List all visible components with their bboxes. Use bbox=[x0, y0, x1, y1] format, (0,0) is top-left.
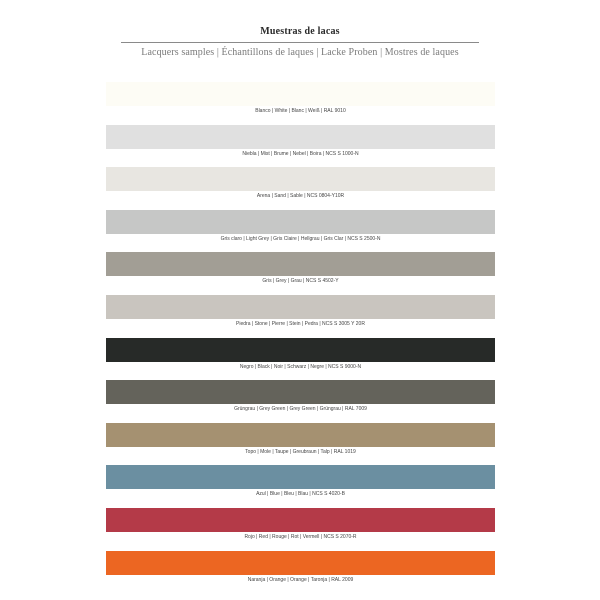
swatch-row bbox=[106, 380, 495, 423]
color-swatch bbox=[106, 380, 495, 404]
color-swatch bbox=[106, 210, 495, 234]
swatch-label: Niebla | Mist | Brume | Nebel | Boira | NCS S 1000-N bbox=[242, 150, 359, 157]
color-swatch bbox=[106, 508, 495, 532]
swatch-row bbox=[106, 508, 495, 551]
swatch-label: Negro | Black | Noir | Schwarz | Negre | NCS S 9000-N bbox=[239, 363, 362, 370]
swatch-row bbox=[106, 82, 495, 125]
swatch-row bbox=[106, 252, 495, 295]
swatch-row bbox=[106, 210, 495, 253]
swatch-label: Gris | Grey | Grau | NCS S 4502-Y bbox=[262, 278, 339, 285]
swatch-row bbox=[106, 551, 495, 594]
page-header bbox=[0, 26, 600, 58]
swatch-row bbox=[106, 125, 495, 168]
swatch-label: Piedra | Stone | Pierre | Stein | Pedra | NCS S 3005 Y 20R bbox=[236, 320, 365, 327]
swatch-label: Naranja | Orange | Orange | Taronja | RAL 2009 bbox=[247, 576, 354, 583]
color-swatch bbox=[106, 423, 495, 447]
swatch-label: Gris claro | Light Grey | Gris Claire | Hellgrau | Gris Clar | NCS S 2500-N bbox=[220, 235, 381, 242]
color-swatch bbox=[106, 252, 495, 276]
color-swatch bbox=[106, 295, 495, 319]
swatch-row bbox=[106, 295, 495, 338]
swatch-row bbox=[106, 167, 495, 210]
swatch-label: Blanco | White | Blanc | Weiß | RAL 9010 bbox=[255, 108, 346, 114]
swatch-label: Rojo | Red | Rouge | Rot | Vermell | NCS S 2070-R bbox=[244, 533, 357, 540]
swatch-label: Arena | Sand | Sable | NCS 0804-Y10R bbox=[256, 193, 345, 200]
swatch-label: Topo | Mole | Taupe | Greubraun | Talp | RAL 1019 bbox=[245, 448, 356, 455]
color-swatch bbox=[106, 551, 495, 575]
swatch-list bbox=[106, 82, 495, 593]
swatch-label: Azul | Blue | Bleu | Blau | NCS S 4020-B bbox=[256, 491, 345, 498]
color-swatch bbox=[106, 338, 495, 362]
color-swatch bbox=[106, 167, 495, 191]
page-subtitle: Lacquers samples | Échantillons de laques | Lacke Proben | Mostres de laques bbox=[141, 47, 459, 58]
color-swatch bbox=[106, 125, 495, 149]
color-swatch bbox=[106, 82, 495, 106]
swatch-row bbox=[106, 423, 495, 466]
swatch-row bbox=[106, 465, 495, 508]
swatch-row bbox=[106, 338, 495, 381]
swatch-label: Grüngrau | Grey Green | Grey Green | Grüngrau | RAL 7009 bbox=[234, 406, 367, 413]
title-divider bbox=[121, 42, 479, 43]
page-title: Muestras de lacas bbox=[260, 26, 340, 37]
color-swatch bbox=[106, 465, 495, 489]
